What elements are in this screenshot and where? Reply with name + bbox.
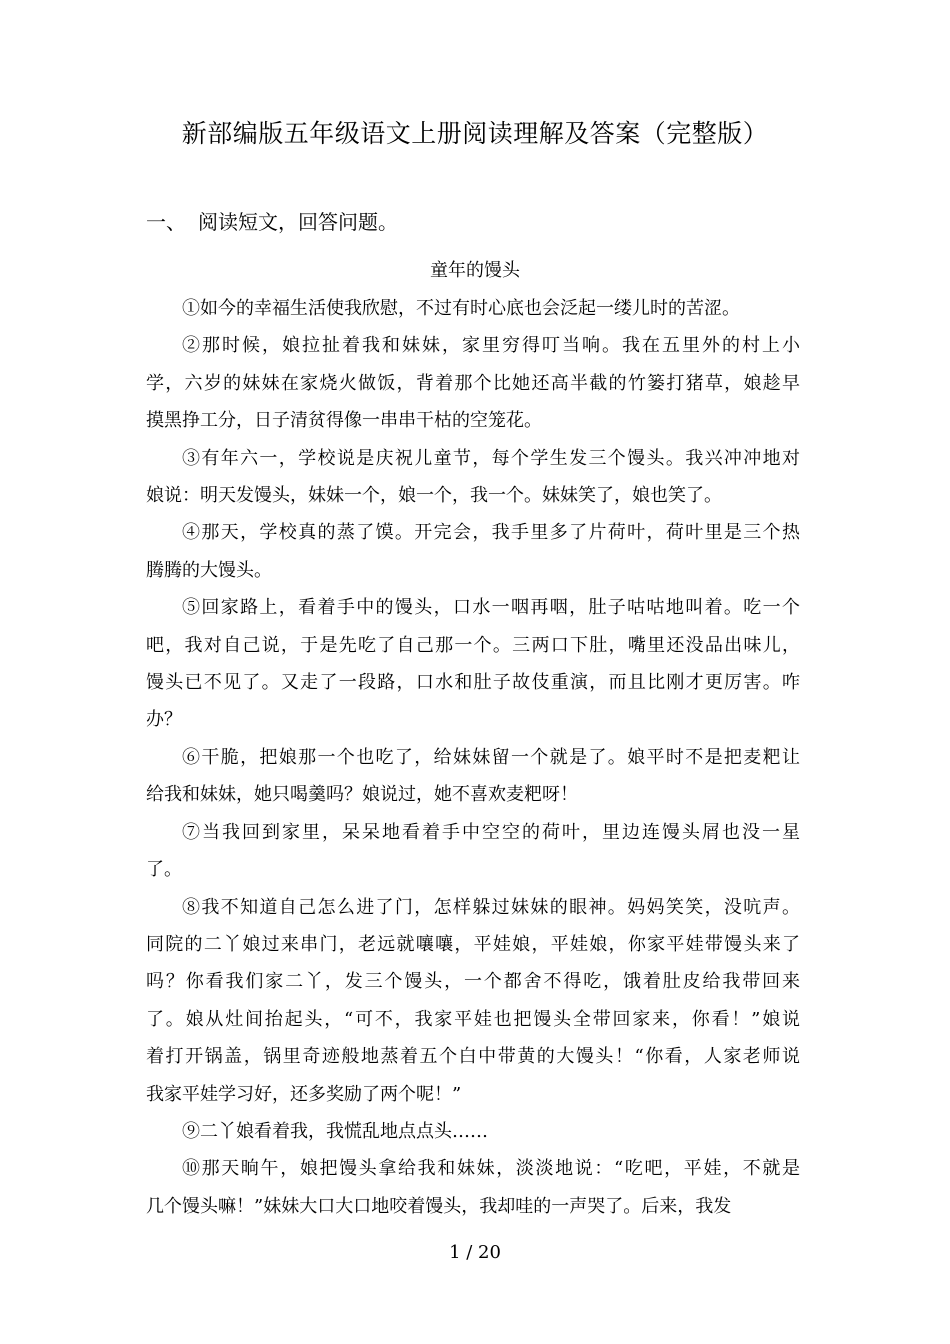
document-title: 新部编版五年级语文上册阅读理解及答案（完整版） [181, 119, 769, 148]
story-body [146, 290, 800, 1225]
paragraph-line: ③有年六一，学校说是庆祝儿童节，每个学生发三个馒头。我兴冲冲地对 [182, 447, 800, 469]
paragraph-line: 着打开锅盖，锅里奇迹般地蒸着五个白中带黄的大馒头！“你看，人家老师说 [146, 1046, 800, 1068]
paragraph-line: 娘说：明天发馒头，妹妹一个，娘一个，我一个。妹妹笑了，娘也笑了。 [146, 485, 722, 507]
paragraph-line: 办？ [146, 709, 182, 731]
paragraph-line: ⑩那天晌午，娘把馒头拿给我和妹妹，淡淡地说：“吃吧，平娃，不就是 [182, 1158, 800, 1180]
paragraph-line: 了。 [146, 859, 182, 881]
story-paragraph [146, 440, 800, 515]
section-heading [146, 206, 398, 238]
paragraph-line: ⑥干脆，把娘那一个也吃了，给妹妹留一个就是了。娘平时不是把麦粑让 [182, 746, 800, 768]
paragraph-line: 了。娘从灶间抬起头，“可不，我家平娃也把馒头全带回家来，你看！”娘说 [146, 1008, 800, 1030]
story-title: 童年的馒头 [430, 260, 520, 281]
story-paragraph [146, 514, 800, 589]
paragraph-line: 同院的二丫娘过来串门，老远就嚷嚷，平娃娘，平娃娘，你家平娃带馒头来了 [146, 933, 800, 955]
story-paragraph [146, 589, 800, 739]
section-label: 阅读短文，回答问题。 [198, 210, 398, 234]
paragraph-line: 腾腾的大馒头。 [146, 559, 272, 581]
paragraph-line: ④那天，学校真的蒸了馍。开完会，我手里多了片荷叶，荷叶里是三个热 [182, 522, 800, 544]
paragraph-line: ⑦当我回到家里，呆呆地看着手中空空的荷叶，里边连馒头屑也没一星 [182, 821, 800, 843]
paragraph-line: ⑨二丫娘看着我，我慌乱地点点头…… [182, 1120, 488, 1142]
paragraph-line: 给我和妹妹，她只喝羹吗？娘说过，她不喜欢麦粑呀！ [146, 784, 578, 806]
paragraph-line: ①如今的幸福生活使我欣慰，不过有时心底也会泛起一缕儿时的苦涩。 [182, 298, 740, 319]
paragraph-line: 我家平娃学习好，还多奖励了两个呢！” [146, 1083, 462, 1105]
story-paragraph [146, 739, 800, 814]
paragraph-line: 吧，我对自己说，于是先吃了自己那一个。三两口下肚，嘴里还没品出味儿， [146, 634, 800, 656]
story-paragraph [146, 1150, 800, 1225]
paragraph-line: 学，六岁的妹妹在家烧火做饭，背着那个比她还高半截的竹篓打猪草，娘趁早 [146, 372, 800, 394]
paragraph-line: ②那时候，娘拉扯着我和妹妹，家里穷得叮当响。我在五里外的村上小 [182, 335, 800, 357]
paragraph-line: ⑤回家路上，看着手中的馒头，口水一咽再咽，肚子咕咕地叫着。吃一个 [182, 597, 800, 619]
page-indicator: 1 / 20 [449, 1242, 501, 1263]
story-paragraph [146, 1113, 800, 1150]
story-paragraph [146, 290, 800, 327]
story-paragraph [146, 889, 800, 1113]
paragraph-line: 摸黑挣工分，日子清贫得像一串串干枯的空笼花。 [146, 410, 542, 432]
paragraph-line: ⑧我不知道自己怎么进了门，怎样躲过妹妹的眼神。妈妈笑笑，没吭声。 [182, 896, 800, 918]
story-paragraph [146, 327, 800, 439]
section-number: 一、 [146, 210, 186, 234]
paragraph-line: 几个馒头嘛！”妹妹大口大口地咬着馒头，我却哇的一声哭了。后来，我发 [146, 1195, 732, 1217]
paragraph-line: 吗？你看我们家二丫，发三个馒头，一个都舍不得吃，饿着肚皮给我带回来 [146, 971, 800, 993]
story-paragraph [146, 814, 800, 889]
paragraph-line: 馒头已不见了。又走了一段路，口水和肚子故伎重演，而且比刚才更厉害。咋 [146, 672, 800, 694]
